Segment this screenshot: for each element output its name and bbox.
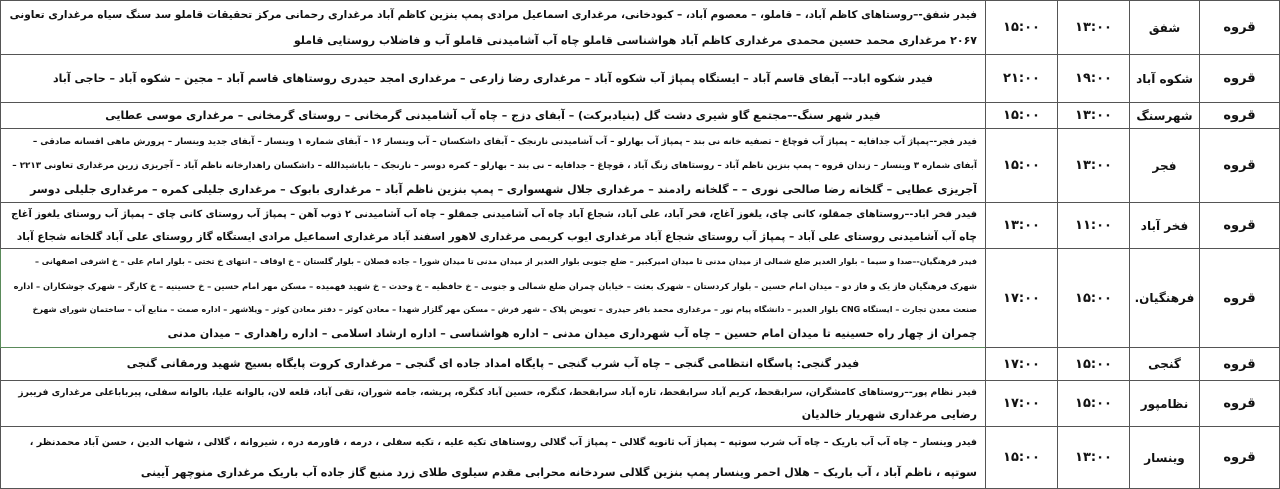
feeder-name-cell: شفق xyxy=(1130,1,1200,55)
end-time-cell: ۱۵:۰۰ xyxy=(986,427,1058,489)
schedule-row xyxy=(1,427,1280,489)
affected-areas-line: شهرک فرهنگیان فاز یک و فاز دو – میدان امام حسین – بلوار کردستان – شهرک بعثت – خیابان چمران ضلع شمالی و جنوبی – خ حافظیه – خ وحدت – خ شهید فهمیده – مسکن مهر امام حسین – خ حسینیه – خ کارگر – شهرک جوشکاران – اداره xyxy=(13,281,977,291)
region-cell: قروه xyxy=(1200,55,1280,103)
region-cell: قروه xyxy=(1200,129,1280,203)
start-time-cell: ۱۳:۰۰ xyxy=(1058,103,1130,129)
affected-areas-line: فیدر شکوه اباد-– آبفای قاسم آباد – ایستگاه پمپاژ آب شکوه آباد – مرغداری رضا زارعی – مرغداری امجد حیدری روستاهای قاسم آباد – مجین – شکوه آباد – حاجی آباد xyxy=(53,71,933,85)
affected-areas-cell xyxy=(1,381,986,427)
feeder-name-cell: فخر آباد xyxy=(1130,203,1200,249)
schedule-row xyxy=(1,1,1280,55)
schedule-row xyxy=(1,55,1280,103)
affected-areas-line: سوتپه ، ناظم آباد ، آب باریک – هلال احمر وینسار پمپ بنزین گلالی سردخانه محرابی مقدم سیلوی طلای زرد منبع گاز جاده آب باریک مرغداری منوچهر آیینی xyxy=(140,465,977,479)
affected-areas-line: فیدر شفق-–روستاهای کاظم آباد، – قاملو، – معصوم آباد، – کبودخانی، مرغداری اسماعیل مرادی پمپ بنزین کاظم آباد مرغداری رحمانی مرکز تحقیقات قاملو سد سنگ سیاه مرغداری تعاونی xyxy=(9,8,977,21)
end-time-cell: ۱۷:۰۰ xyxy=(986,348,1058,381)
start-time-cell: ۱۵:۰۰ xyxy=(1058,348,1130,381)
affected-areas-line: آبفای شماره ۳ وینسار – زندان قروه – پمپ بنزین ناظم آباد – روستاهای زنگ آباد ، قوچاغ – جدافایه – نی بند – بهارلو – کمره دوسر – نارنجک – باباشیدالله – داشکسان راهدارخانه ناظم آباد – آجریزی زرین مرغداری تعاونی ۲۲۱۳ – xyxy=(12,160,977,171)
start-time-cell: ۱۵:۰۰ xyxy=(1058,381,1130,427)
affected-areas-cell xyxy=(1,1,986,55)
affected-areas-cell xyxy=(1,103,986,129)
end-time-cell: ۲۱:۰۰ xyxy=(986,55,1058,103)
end-time-cell: ۱۷:۰۰ xyxy=(986,381,1058,427)
affected-areas-cell xyxy=(1,427,986,489)
end-time-cell: ۱۷:۰۰ xyxy=(986,249,1058,348)
affected-areas-cell xyxy=(1,55,986,103)
start-time-cell: ۱۹:۰۰ xyxy=(1058,55,1130,103)
feeder-name-cell: وینسار xyxy=(1130,427,1200,489)
affected-areas-line: فیدر فخر اباد-–روستاهای جمقلو، کانی چای، یلغوز آغاج، فخر آباد، علی آباد، شجاع آباد چاه آب آشامیدنی جمقلو – چاه آب آشامیدنی ۲ ذوب آهن – پمپاژ آب روستای کانی چای – پمپاژ آب روستای یلغوز آغاج xyxy=(11,208,977,220)
schedule-row xyxy=(1,381,1280,427)
schedule-row xyxy=(1,103,1280,129)
affected-areas-line: ۲۰۶۷ مرغداری محمد حسین محمدی مرغداری کاظم آباد هواشناسی قاملو چاه آب آشامیدنی قاملو آب و فاضلاب روستایی قاملو xyxy=(293,33,977,47)
affected-areas-line: صنعت معدن تجارت – ایستگاه CNG بلوار الغدیر – دانشگاه پیام نور – مرغداری محمد باقر حیدری – تعویض پلاک – شهر فرش – مسکن مهر گلزار شهدا – معادن کوثر – دفتر معادن کوثر – ویلاشهر – اداره صمت – منابع آب – ساختمان شورای شهرخ xyxy=(32,305,977,314)
feeder-name-cell: فرهنگیان. xyxy=(1130,249,1200,348)
affected-areas-line: فیدر فرهنگیان-–صدا و سیما – بلوار الغدیر ضلع شمالی از میدان مدنی تا میدان امیرکبیر – ضلع جنوبی بلوار الغدیر از میدان مدنی تا میدان شورا – جاده قصلان – بلوار گلستان – خ اوقاف – انتهای خ تختی – بلوار امام علی – خ اشرفی اصفهانی – xyxy=(35,257,977,266)
end-time-cell: ۱۳:۰۰ xyxy=(986,203,1058,249)
affected-areas-cell xyxy=(1,129,986,203)
affected-areas-line: فیدر شهر سنگ-–مجتمع گاو شیری دشت گل (بنیادبرکت) – آبفای دزج – چاه آب آشامیدنی گرمخانی – روستای گرمخانی – مرغداری موسی عطایی xyxy=(105,108,881,122)
schedule-row xyxy=(1,348,1280,381)
affected-areas-cell xyxy=(1,348,986,381)
feeder-name-cell: نظامپور xyxy=(1130,381,1200,427)
affected-areas-cell xyxy=(1,249,986,348)
region-cell: قروه xyxy=(1200,249,1280,348)
end-time-cell: ۱۵:۰۰ xyxy=(986,129,1058,203)
region-cell: قروه xyxy=(1200,103,1280,129)
region-cell: قروه xyxy=(1200,1,1280,55)
feeder-name-cell: گنجی xyxy=(1130,348,1200,381)
schedule-row xyxy=(1,249,1280,348)
affected-areas-line: فیدر نظام پور-–روستاهای کامشگران، سرابقحط، کریم آباد سرابقحط، تازه آباد سرابقحط، کنگره، حسین آباد کنگره، پریشه، جامه شوران، تقی آباد، قلعه لان، بالوانه علیا، بالوانه سفلی، پیرباباعلی مرغداری فریبرز xyxy=(18,386,977,398)
affected-areas-line: فیدر گنجی: پاسگاه انتظامی گنجی – چاه آب شرب گنجی – پایگاه امداد جاده ای گنجی – مرغداری کروت پایگاه بسیج شهید ورمقانی گنجی xyxy=(126,357,860,370)
feeder-name-cell: فجر xyxy=(1130,129,1200,203)
affected-areas-line: آجریزی عطایی – گلخانه رضا صالحی نوری – – گلخانه رادمند – مرغداری جلال شهسواری – پمپ بنزین ناظم آباد – مرغداری بابوک – مرغداری جلیلی کمره – مرغداری جلیلی دوسر xyxy=(30,182,977,196)
affected-areas-line: چمران از چهار راه حسینیه تا میدان امام حسین – چاه آب شهرداری میدان مدنی – اداره هواشناسی – اداره ارشاد اسلامی – اداره راهداری – میدان مدنی xyxy=(167,327,977,340)
schedule-row xyxy=(1,129,1280,203)
start-time-cell: ۱۱:۰۰ xyxy=(1058,203,1130,249)
affected-areas-line: فیدر فجر-–پمپاژ آب جدافایه – پمپاژ آب قوچاغ – تصفیه خانه نی بند – پمپاژ آب بهارلو – آب آشامیدنی نارنجک – آبفای داشکسان – آب وینسار ۱۶ – آبفای شماره ۱ وینسار – آبفای جدید وینسار – پرورش ماهی افسانه صادقی – xyxy=(32,136,977,147)
region-cell: قروه xyxy=(1200,427,1280,489)
affected-areas-line: رضایی مرغداری شهریار خالدیان xyxy=(801,407,977,421)
feeder-name-cell: شهرسنگ xyxy=(1130,103,1200,129)
end-time-cell: ۱۵:۰۰ xyxy=(986,103,1058,129)
start-time-cell: ۱۳:۰۰ xyxy=(1058,427,1130,489)
feeder-name-cell: شکوه آباد xyxy=(1130,55,1200,103)
region-cell: قروه xyxy=(1200,203,1280,249)
start-time-cell: ۱۳:۰۰ xyxy=(1058,129,1130,203)
region-cell: قروه xyxy=(1200,348,1280,381)
start-time-cell: ۱۳:۰۰ xyxy=(1058,1,1130,55)
schedule-body xyxy=(1,1,1280,489)
schedule-row xyxy=(1,203,1280,249)
affected-areas-line: فیدر وینسار – چاه آب آب باریک – چاه آب شرب سوتپه – پمپاژ آب ثانویه گلالی – پمپاژ آب گلالی روستاهای تکیه علیه ، تکیه سفلی ، درمه ، قاورمه دره ، شیروانه ، گلالی ، شهاب الدین ، حسن آباد محمدنظر ، xyxy=(29,436,977,448)
affected-areas-line: چاه آب آشامیدنی روستای علی آباد – پمپاژ آب روستای شجاع آباد مرغداری ایوب کریمی مرغداری لاهور اسفند آباد مرغداری اسماعیل مرادی ایستگاه گاز روستای علی آباد گلخانه شجاع آباد xyxy=(16,230,977,243)
affected-areas-cell xyxy=(1,203,986,249)
end-time-cell: ۱۵:۰۰ xyxy=(986,1,1058,55)
start-time-cell: ۱۵:۰۰ xyxy=(1058,249,1130,348)
region-cell: قروه xyxy=(1200,381,1280,427)
